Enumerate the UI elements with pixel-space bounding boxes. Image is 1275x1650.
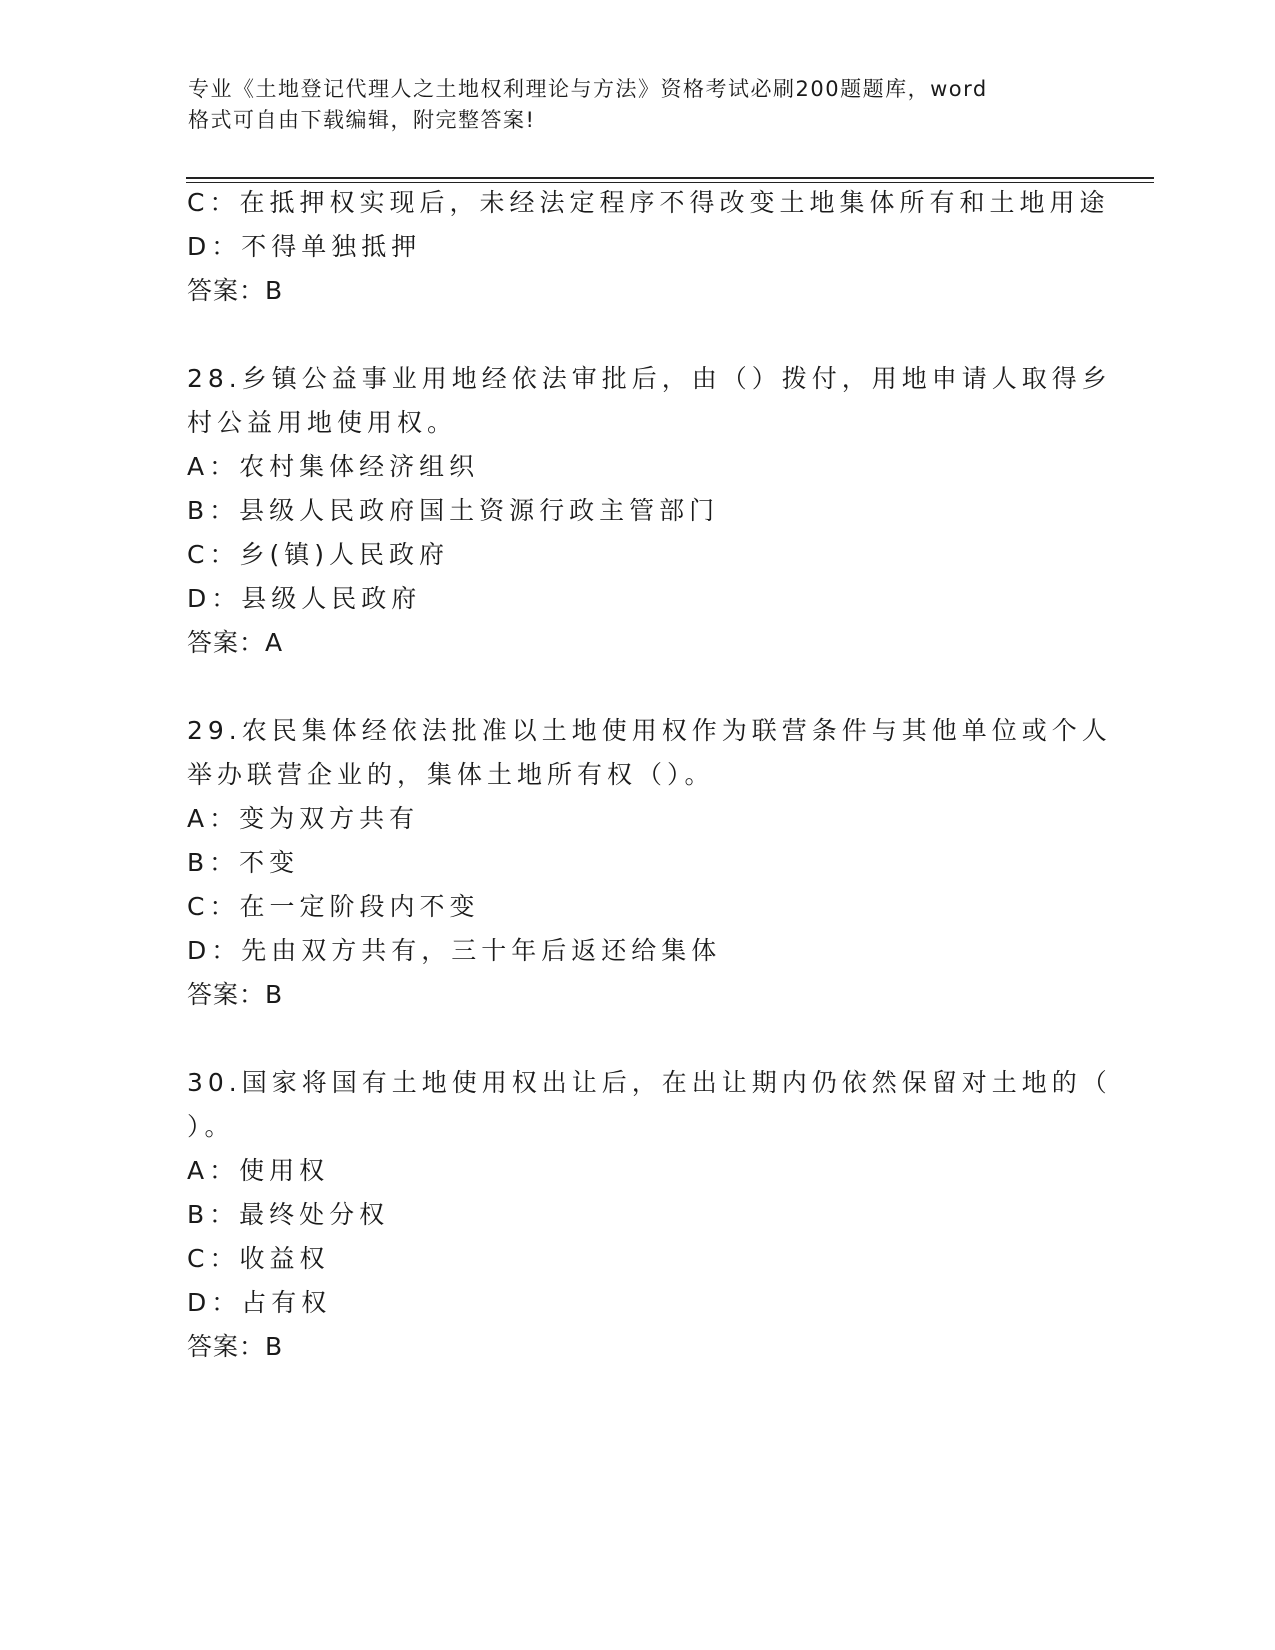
q29-option-c: C：在一定阶段内不变 (187, 892, 480, 921)
q30-answer: 答案：B (187, 1332, 284, 1361)
prev-option-d: D：不得单独抵押 (187, 232, 422, 261)
q29-option-d: D：先由双方共有，三十年后返还给集体 (187, 936, 722, 965)
q29-option-a: A：变为双方共有 (187, 804, 420, 833)
q29-option-b: B：不变 (187, 848, 300, 877)
q29-stem-line-1: 29.农民集体经依法批准以土地使用权作为联营条件与其他单位或个人 (187, 716, 1112, 745)
q28-option-a: A：农村集体经济组织 (187, 452, 480, 481)
header-divider-thick (186, 177, 1154, 179)
prev-answer: 答案：B (187, 276, 284, 305)
q28-option-c: C：乡(镇)人民政府 (187, 540, 449, 569)
q30-option-c: C：收益权 (187, 1244, 330, 1273)
q29-stem-line-2: 举办联营企业的，集体土地所有权（）。 (187, 760, 715, 789)
q28-stem-line-1: 28.乡镇公益事业用地经依法审批后，由（）拨付，用地申请人取得乡 (187, 364, 1112, 393)
q30-option-d: D：占有权 (187, 1288, 332, 1317)
q28-answer: 答案：A (187, 628, 284, 657)
q30-stem-line-2: ）。 (187, 1112, 235, 1141)
q28-option-d: D：县级人民政府 (187, 584, 422, 613)
q30-option-a: A：使用权 (187, 1156, 330, 1185)
q28-option-b: B：县级人民政府国土资源行政主管部门 (187, 496, 720, 525)
document-header (188, 74, 1068, 136)
q30-option-b: B：最终处分权 (187, 1200, 390, 1229)
header-title-line-1: 专业《土地登记代理人之土地权利理论与方法》资格考试必刷200题题库，word (188, 77, 988, 101)
header-title-line-2: 格式可自由下载编辑，附完整答案! (188, 108, 536, 132)
prev-option-c: C：在抵押权实现后，未经法定程序不得改变土地集体所有和土地用途 (187, 188, 1110, 217)
header-divider-thin (186, 182, 1154, 183)
q28-stem-line-2: 村公益用地使用权。 (187, 408, 458, 437)
q30-stem-line-1: 30.国家将国有土地使用权出让后，在出让期内仍依然保留对土地的（ (187, 1068, 1112, 1097)
q29-answer: 答案：B (187, 980, 284, 1009)
